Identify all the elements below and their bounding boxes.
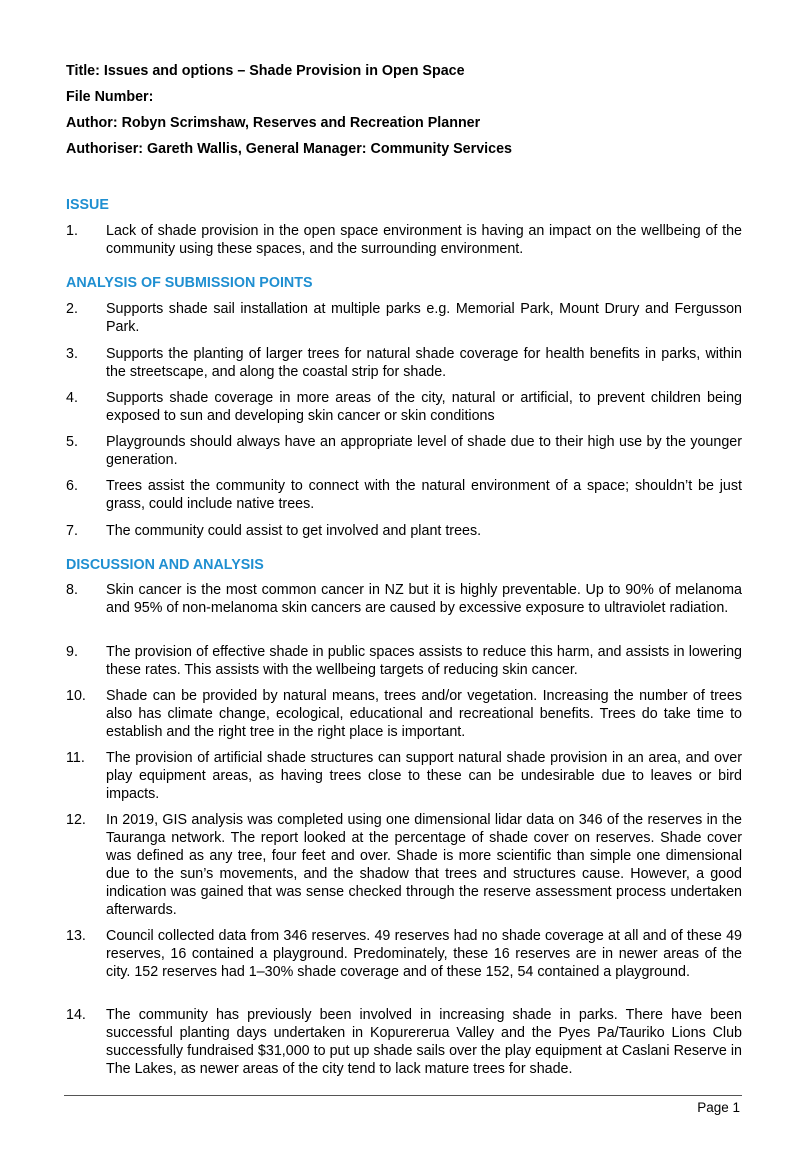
section-heading-discussion: DISCUSSION AND ANALYSIS <box>66 557 264 573</box>
paragraph-number: 14. <box>66 1007 86 1023</box>
paragraph-2 <box>66 300 742 336</box>
section-heading-analysis: ANALYSIS OF SUBMISSION POINTS <box>66 275 313 291</box>
paragraph-text: Shade can be provided by natural means, trees and/or vegetation. Increasing the number of trees also has climate change, ecological, educational and recreational benefits. Trees do take time to establish and the right tree in the right place is important. <box>106 688 742 740</box>
paragraph-text: Council collected data from 346 reserves. 49 reserves had no shade coverage at all and of these 49 reserves, 16 contained a playground. Predominately, these 16 reserves are in newer areas of the city. 152 reserves had 1–30% shade coverage and of these 152, 54 contained a playground. <box>106 928 742 980</box>
paragraph-text: The community could assist to get involved and plant trees. <box>106 523 482 539</box>
paragraph-11 <box>66 749 742 803</box>
section-heading-issue: ISSUE <box>66 197 109 213</box>
paragraph-10 <box>66 687 742 741</box>
report-header <box>66 62 756 166</box>
paragraph-1 <box>66 222 742 258</box>
paragraph-number: 9. <box>66 644 78 660</box>
paragraph-12 <box>66 811 742 919</box>
paragraph-14 <box>66 1006 742 1078</box>
paragraph-text: Supports the planting of larger trees for natural shade coverage for health benefits in parks, within the streetscape, and along the coastal strip for shade. <box>106 346 742 380</box>
paragraph-text: The provision of effective shade in public spaces assists to reduce this harm, and assists in lowering these rates. This assists with the wellbeing targets of reducing skin cancer. <box>106 644 742 678</box>
paragraph-3 <box>66 345 742 381</box>
paragraph-number: 4. <box>66 390 78 406</box>
paragraph-text: Skin cancer is the most common cancer in NZ but it is highly preventable. Up to 90% of melanoma and 95% of non-melanoma skin cancers are caused by excessive exposure to ultraviolet radiation. <box>106 582 742 616</box>
report-title: Title: Issues and options – Shade Provision in Open Space <box>66 63 465 79</box>
page-number: Page 1 <box>697 1100 740 1115</box>
paragraph-number: 10. <box>66 688 86 704</box>
paragraph-number: 3. <box>66 346 78 362</box>
paragraph-number: 8. <box>66 582 78 598</box>
paragraph-8 <box>66 581 742 617</box>
paragraph-number: 13. <box>66 928 86 944</box>
paragraph-text: Lack of shade provision in the open space environment is having an impact on the wellbeing of the community using these spaces, and the surrounding environment. <box>106 223 742 257</box>
paragraph-number: 7. <box>66 523 78 539</box>
paragraph-number: 5. <box>66 434 78 450</box>
paragraph-6 <box>66 477 742 513</box>
file-number: File Number: <box>66 89 154 105</box>
paragraph-number: 11. <box>66 750 85 766</box>
paragraph-text: In 2019, GIS analysis was completed using one dimensional lidar data on 346 of the reserves in the Tauranga network. The report looked at the percentage of shade cover on reserves. Shade cover was defined as any tree, four feet and over. Shade is more scientific than simple one dimensional due to the sun’s movements, and the shadow that trees and structures cause. However, a good indication was gained that was sense checked through the reserve assessment process undertaken afterwards. <box>106 812 742 918</box>
paragraph-7 <box>66 522 742 540</box>
paragraph-text: Playgrounds should always have an appropriate level of shade due to their high use by the younger generation. <box>106 434 742 468</box>
paragraph-number: 1. <box>66 223 78 239</box>
paragraph-text: Supports shade coverage in more areas of the city, natural or artificial, to prevent children being exposed to sun and developing skin cancer or skin conditions <box>106 390 742 424</box>
paragraph-4 <box>66 389 742 425</box>
paragraph-9 <box>66 643 742 679</box>
paragraph-number: 6. <box>66 478 78 494</box>
paragraph-text: Trees assist the community to connect with the natural environment of a space; shouldn’t be just grass, could include native trees. <box>106 478 742 512</box>
paragraph-number: 2. <box>66 301 78 317</box>
paragraph-text: The community has previously been involved in increasing shade in parks. There have been successful planting days undertaken in Kopurererua Valley and the Pyes Pa/Tauriko Lions Club successfully fundraised $31,000 to put up shade sails over the play equipment at Caslani Reserve in The Lakes, as newer areas of the city tend to lack mature trees for shade. <box>106 1007 742 1077</box>
paragraph-text: Supports shade sail installation at multiple parks e.g. Memorial Park, Mount Drury and Fergusson Park. <box>106 301 742 335</box>
paragraph-text: The provision of artificial shade structures can support natural shade provision in an area, and over play equipment areas, as having trees close to these can be undesirable due to leaves or bird impacts. <box>106 750 742 802</box>
author-line: Author: Robyn Scrimshaw, Reserves and Recreation Planner <box>66 115 481 131</box>
footer-divider <box>64 1095 742 1096</box>
paragraph-13 <box>66 927 742 981</box>
paragraph-number: 12. <box>66 812 86 828</box>
paragraph-5 <box>66 433 742 469</box>
authoriser-line: Authoriser: Gareth Wallis, General Manager: Community Services <box>66 141 512 157</box>
